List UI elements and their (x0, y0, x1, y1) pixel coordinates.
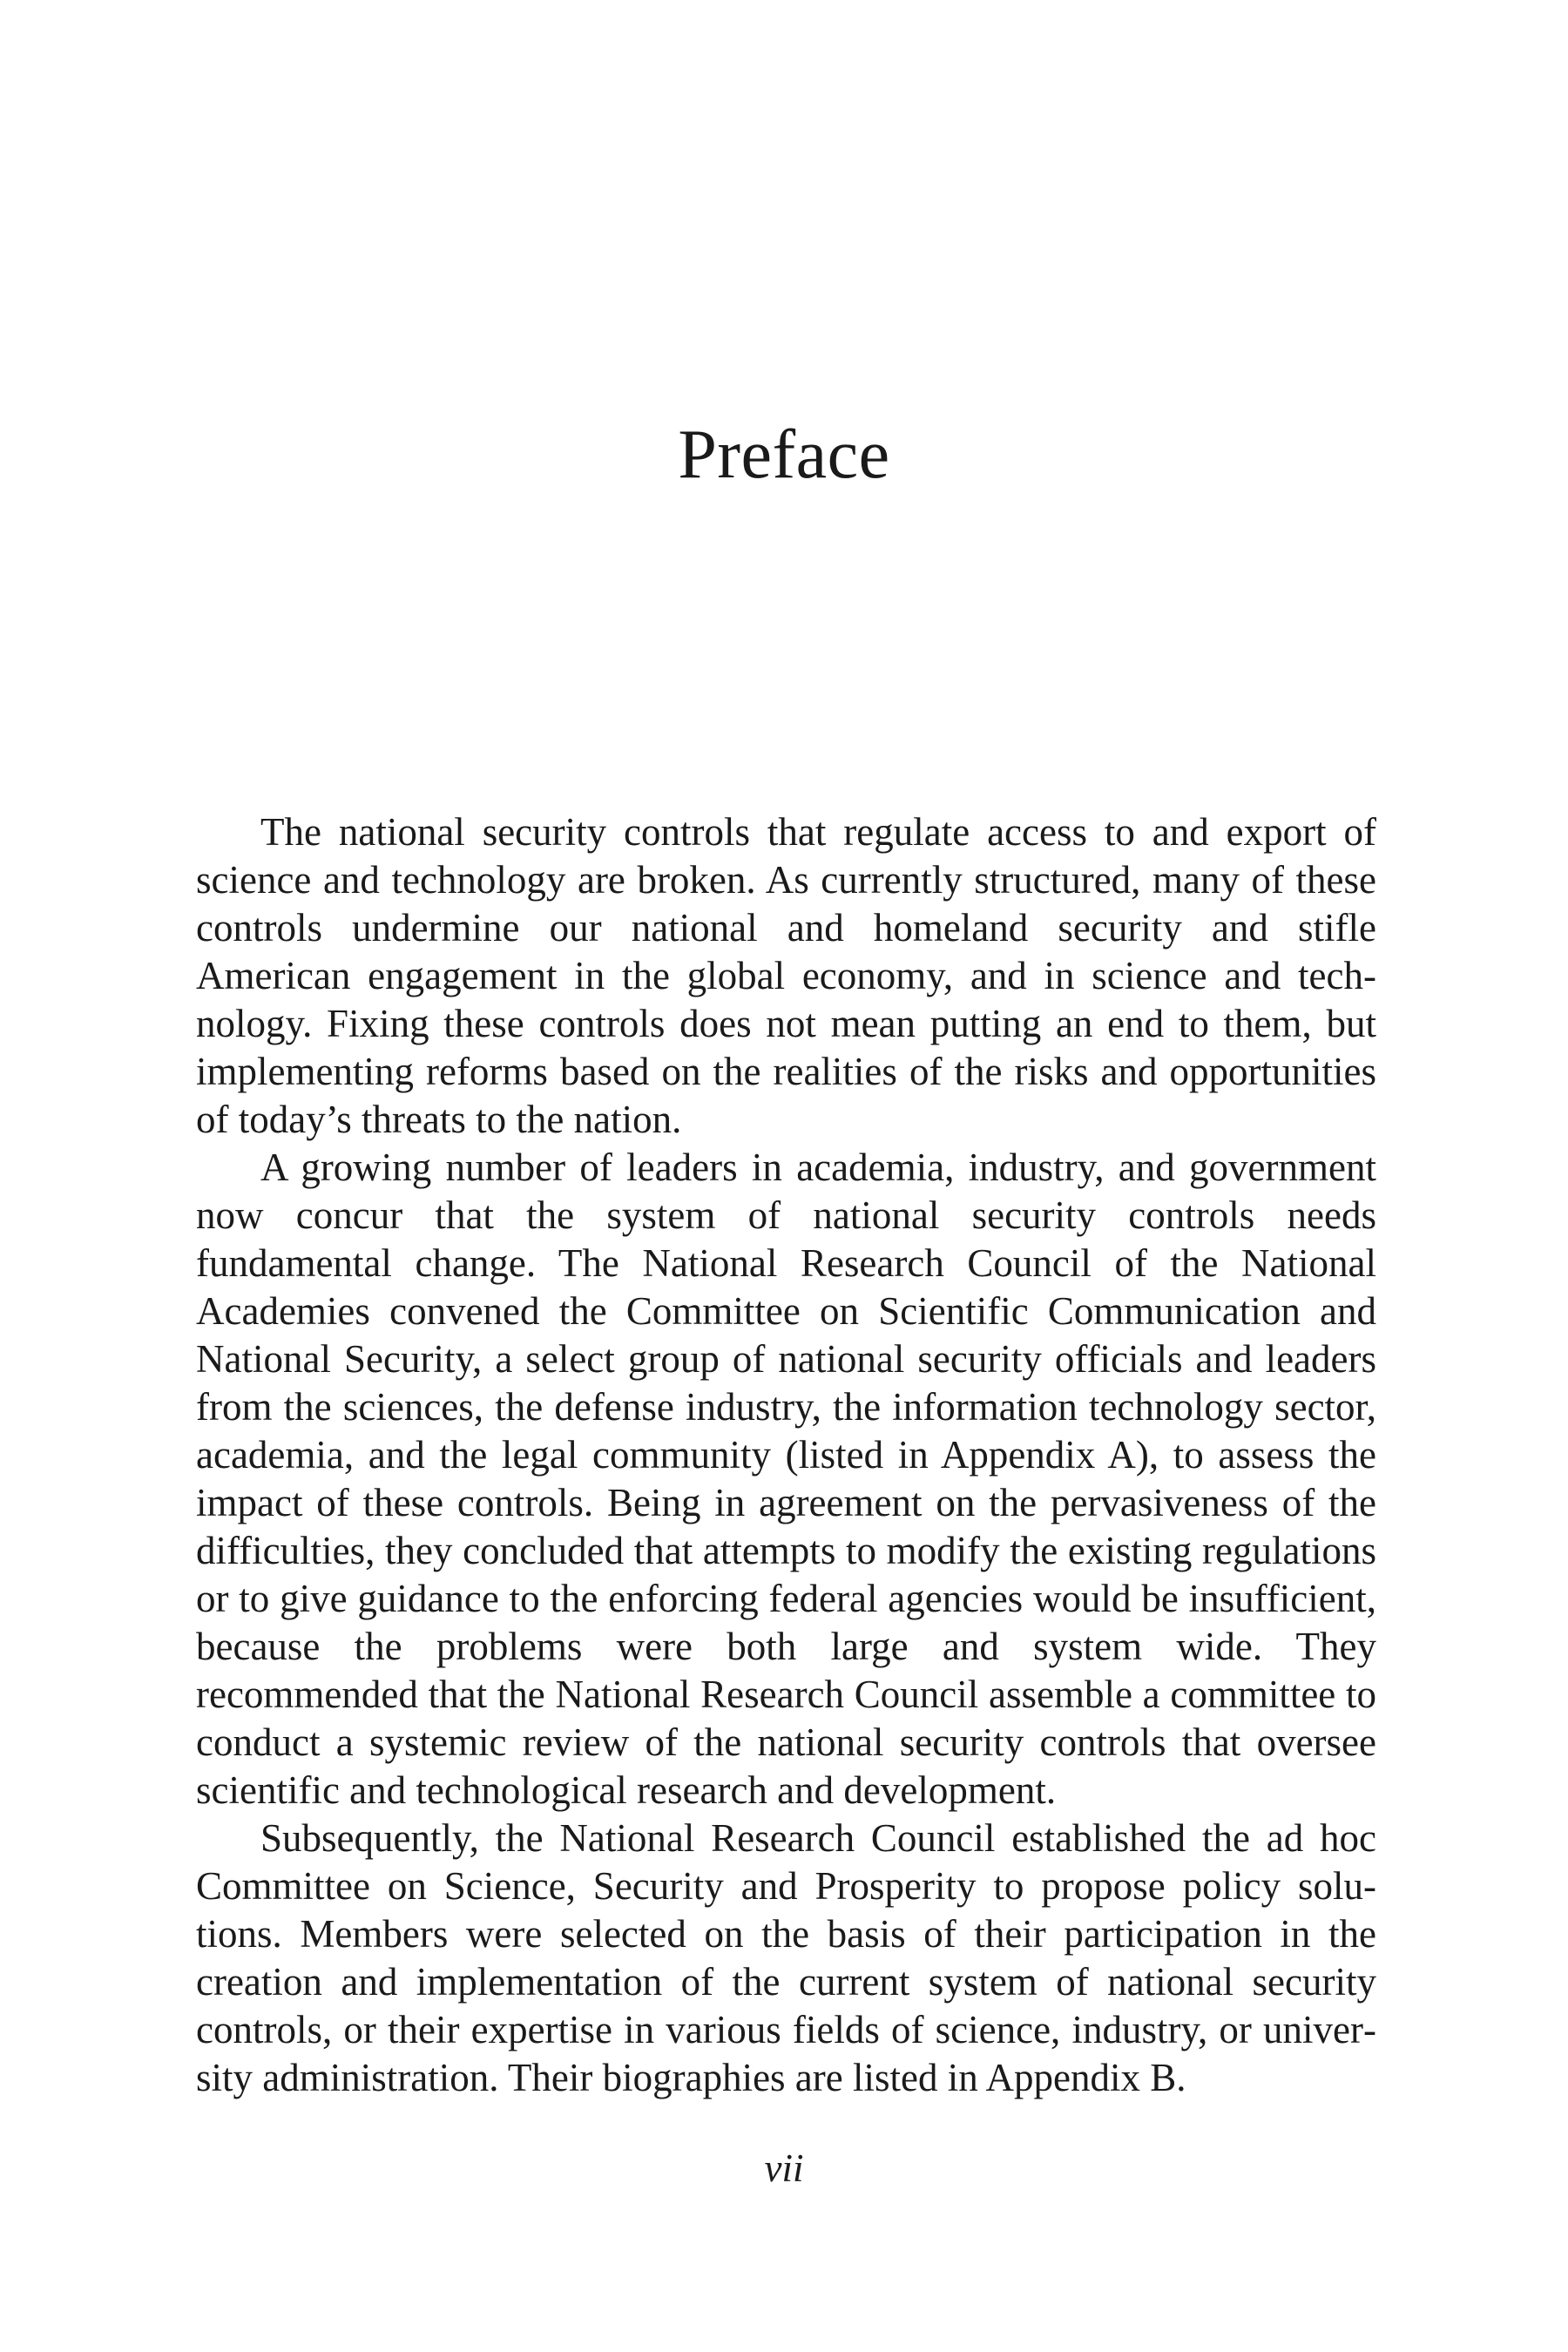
paragraph-3: Subsequently, the National Research Council established the ad hoc Committee on Science, Security and Prosperity to propose policy solutions. Members were selected on the basis of their participation in the creation and implementation of the current system of national security controls, or their expertise in various fields of science, industry, or university administration. Their biographies are listed in Appendix B. (196, 1816, 1376, 2099)
paragraph-1: The national security controls that regulate access to and export of science and technology are broken. As currently structured, many of these controls undermine our national and homeland security and stifle American engagement in the global economy, and in science and technology. Fixing these controls does not mean putting an end to them, but implementing reforms based on the realities of the risks and opportunities of today’s threats to the nation. (196, 810, 1376, 1141)
body-text (196, 808, 1376, 2102)
page-title: Preface (678, 416, 890, 493)
page-number: vii (764, 2146, 804, 2190)
paragraph-2: A growing number of leaders in academia, industry, and government now concur that the system of national security controls needs fundamental change. The National Research Council of the National Academies convened the Committee on Scientific Communication and National Security, a select group of national security officials and leaders from the sciences, the defense industry, the information technology sector, academia, and the legal community (listed in Appendix A), to assess the impact of these controls. Being in agreement on the pervasiveness of the difficulties, they concluded that attempts to modify the existing regulations or to give guidance to the enforcing federal agencies would be insufficient, because the problems were both large and system wide. They recommended that the National Research Council assemble a committee to conduct a systemic review of the national security controls that oversee scientific and technological research and development. (196, 1146, 1376, 1812)
